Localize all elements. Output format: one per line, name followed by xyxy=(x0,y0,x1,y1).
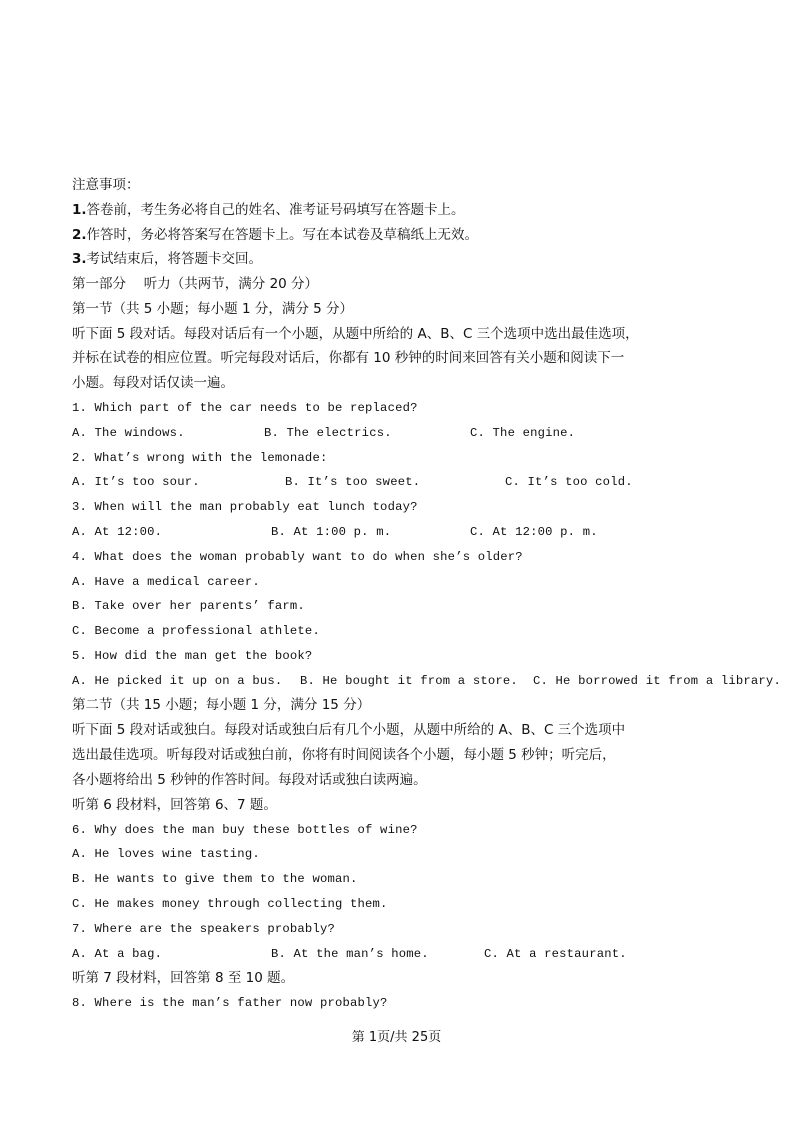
section2-instruction-line: 选出最佳选项。听每段对话或独白前，你将有时间阅读各个小题，每小题 5 秒钟；听完后， xyxy=(72,747,616,763)
section1-heading: 第一节（共 5 小题；每小题 1 分，满分 5 分） xyxy=(72,301,354,317)
notice-item-num: 2. xyxy=(72,227,87,243)
question-6-stem: 6. Why does the man buy these bottles of wine? xyxy=(72,823,418,837)
notice-item-text: 考试结束后，将答题卡交回。 xyxy=(86,251,263,267)
notice-item-num: 3. xyxy=(72,251,87,267)
question-1-option-a: A. The windows. xyxy=(72,426,185,440)
question-3-stem: 3. When will the man probably eat lunch today? xyxy=(72,500,418,514)
material-6-heading: 听第 6 段材料，回答第 6、7 题。 xyxy=(72,797,277,813)
question-1-option-c: C. The engine. xyxy=(470,426,576,440)
question-2-option-a: A. It’s too sour. xyxy=(72,475,200,489)
question-5-option-a: A. He picked it up on a bus. xyxy=(72,674,283,688)
question-2-option-c: C. It’s too cold. xyxy=(505,475,633,489)
question-1-stem: 1. Which part of the car needs to be replaced? xyxy=(72,401,418,415)
notice-item-num: 1. xyxy=(72,202,87,218)
question-7-stem: 7. Where are the speakers probably? xyxy=(72,922,335,936)
question-4-option-a: A. Have a medical career. xyxy=(72,575,260,589)
question-3-option-c: C. At 12:00 p. m. xyxy=(470,525,598,539)
notice-title: 注意事项： xyxy=(72,177,140,193)
question-3-option-b: B. At 1:00 p. m. xyxy=(271,525,392,539)
page-number: 第 1页/共 25页 xyxy=(351,1030,442,1045)
question-7-option-a: A. At a bag. xyxy=(72,947,163,961)
question-2-stem: 2. What’s wrong with the lemonade: xyxy=(72,451,328,465)
question-5-option-c: C. He borrowed it from a library. xyxy=(533,674,781,688)
notice-item-text: 答卷前，考生务必将自己的姓名、准考证号码填写在答题卡上。 xyxy=(86,202,465,218)
section2-instruction-line: 听下面 5 段对话或独白。每段对话或独白后有几个小题，从题中所给的 A、B、C 三个选项中 xyxy=(72,722,626,738)
question-6-option-b: B. He wants to give them to the woman. xyxy=(72,872,358,886)
question-6-option-c: C. He makes money through collecting them. xyxy=(72,897,388,911)
question-2-option-b: B. It’s too sweet. xyxy=(285,475,421,489)
question-7-option-b: B. At the man’s home. xyxy=(271,947,429,961)
question-4-stem: 4. What does the woman probably want to do when she’s older? xyxy=(72,550,523,564)
section2-heading: 第二节（共 15 小题；每小题 1 分，满分 15 分） xyxy=(72,697,371,713)
question-5-option-b: B. He bought it from a store. xyxy=(300,674,518,688)
section1-instruction-line: 小题。每段对话仅读一遍。 xyxy=(72,375,234,391)
section1-instruction-line: 听下面 5 段对话。每段对话后有一个小题，从题中所给的 A、B、C 三个选项中选出最佳选项， xyxy=(72,326,639,342)
question-8-stem: 8. Where is the man’s father now probably? xyxy=(72,996,388,1010)
section2-instruction-line: 各小题将给出 5 秒钟的作答时间。每段对话或独白读两遍。 xyxy=(72,772,427,788)
question-6-option-a: A. He loves wine tasting. xyxy=(72,847,260,861)
notice-item-text: 作答时，务必将答案写在答题卡上。写在本试卷及草稿纸上无效。 xyxy=(86,227,479,243)
section1-instruction-line: 并标在试卷的相应位置。听完每段对话后，你都有 10 秒钟的时间来回答有关小题和阅读下一 xyxy=(72,350,625,366)
material-7-heading: 听第 7 段材料，回答第 8 至 10 题。 xyxy=(72,970,295,986)
question-4-option-b: B. Take over her parents’ farm. xyxy=(72,599,305,613)
question-1-option-b: B. The electrics. xyxy=(264,426,392,440)
question-5-stem: 5. How did the man get the book? xyxy=(72,649,313,663)
notice-item-3 xyxy=(72,251,262,267)
notice-item-1 xyxy=(72,202,465,218)
notice-item-2 xyxy=(72,227,478,243)
question-3-option-a: A. At 12:00. xyxy=(72,525,163,539)
part1-heading: 第一部分 听力（共两节，满分 20 分） xyxy=(72,276,319,292)
question-7-option-c: C. At a restaurant. xyxy=(484,947,627,961)
question-4-option-c: C. Become a professional athlete. xyxy=(72,624,320,638)
